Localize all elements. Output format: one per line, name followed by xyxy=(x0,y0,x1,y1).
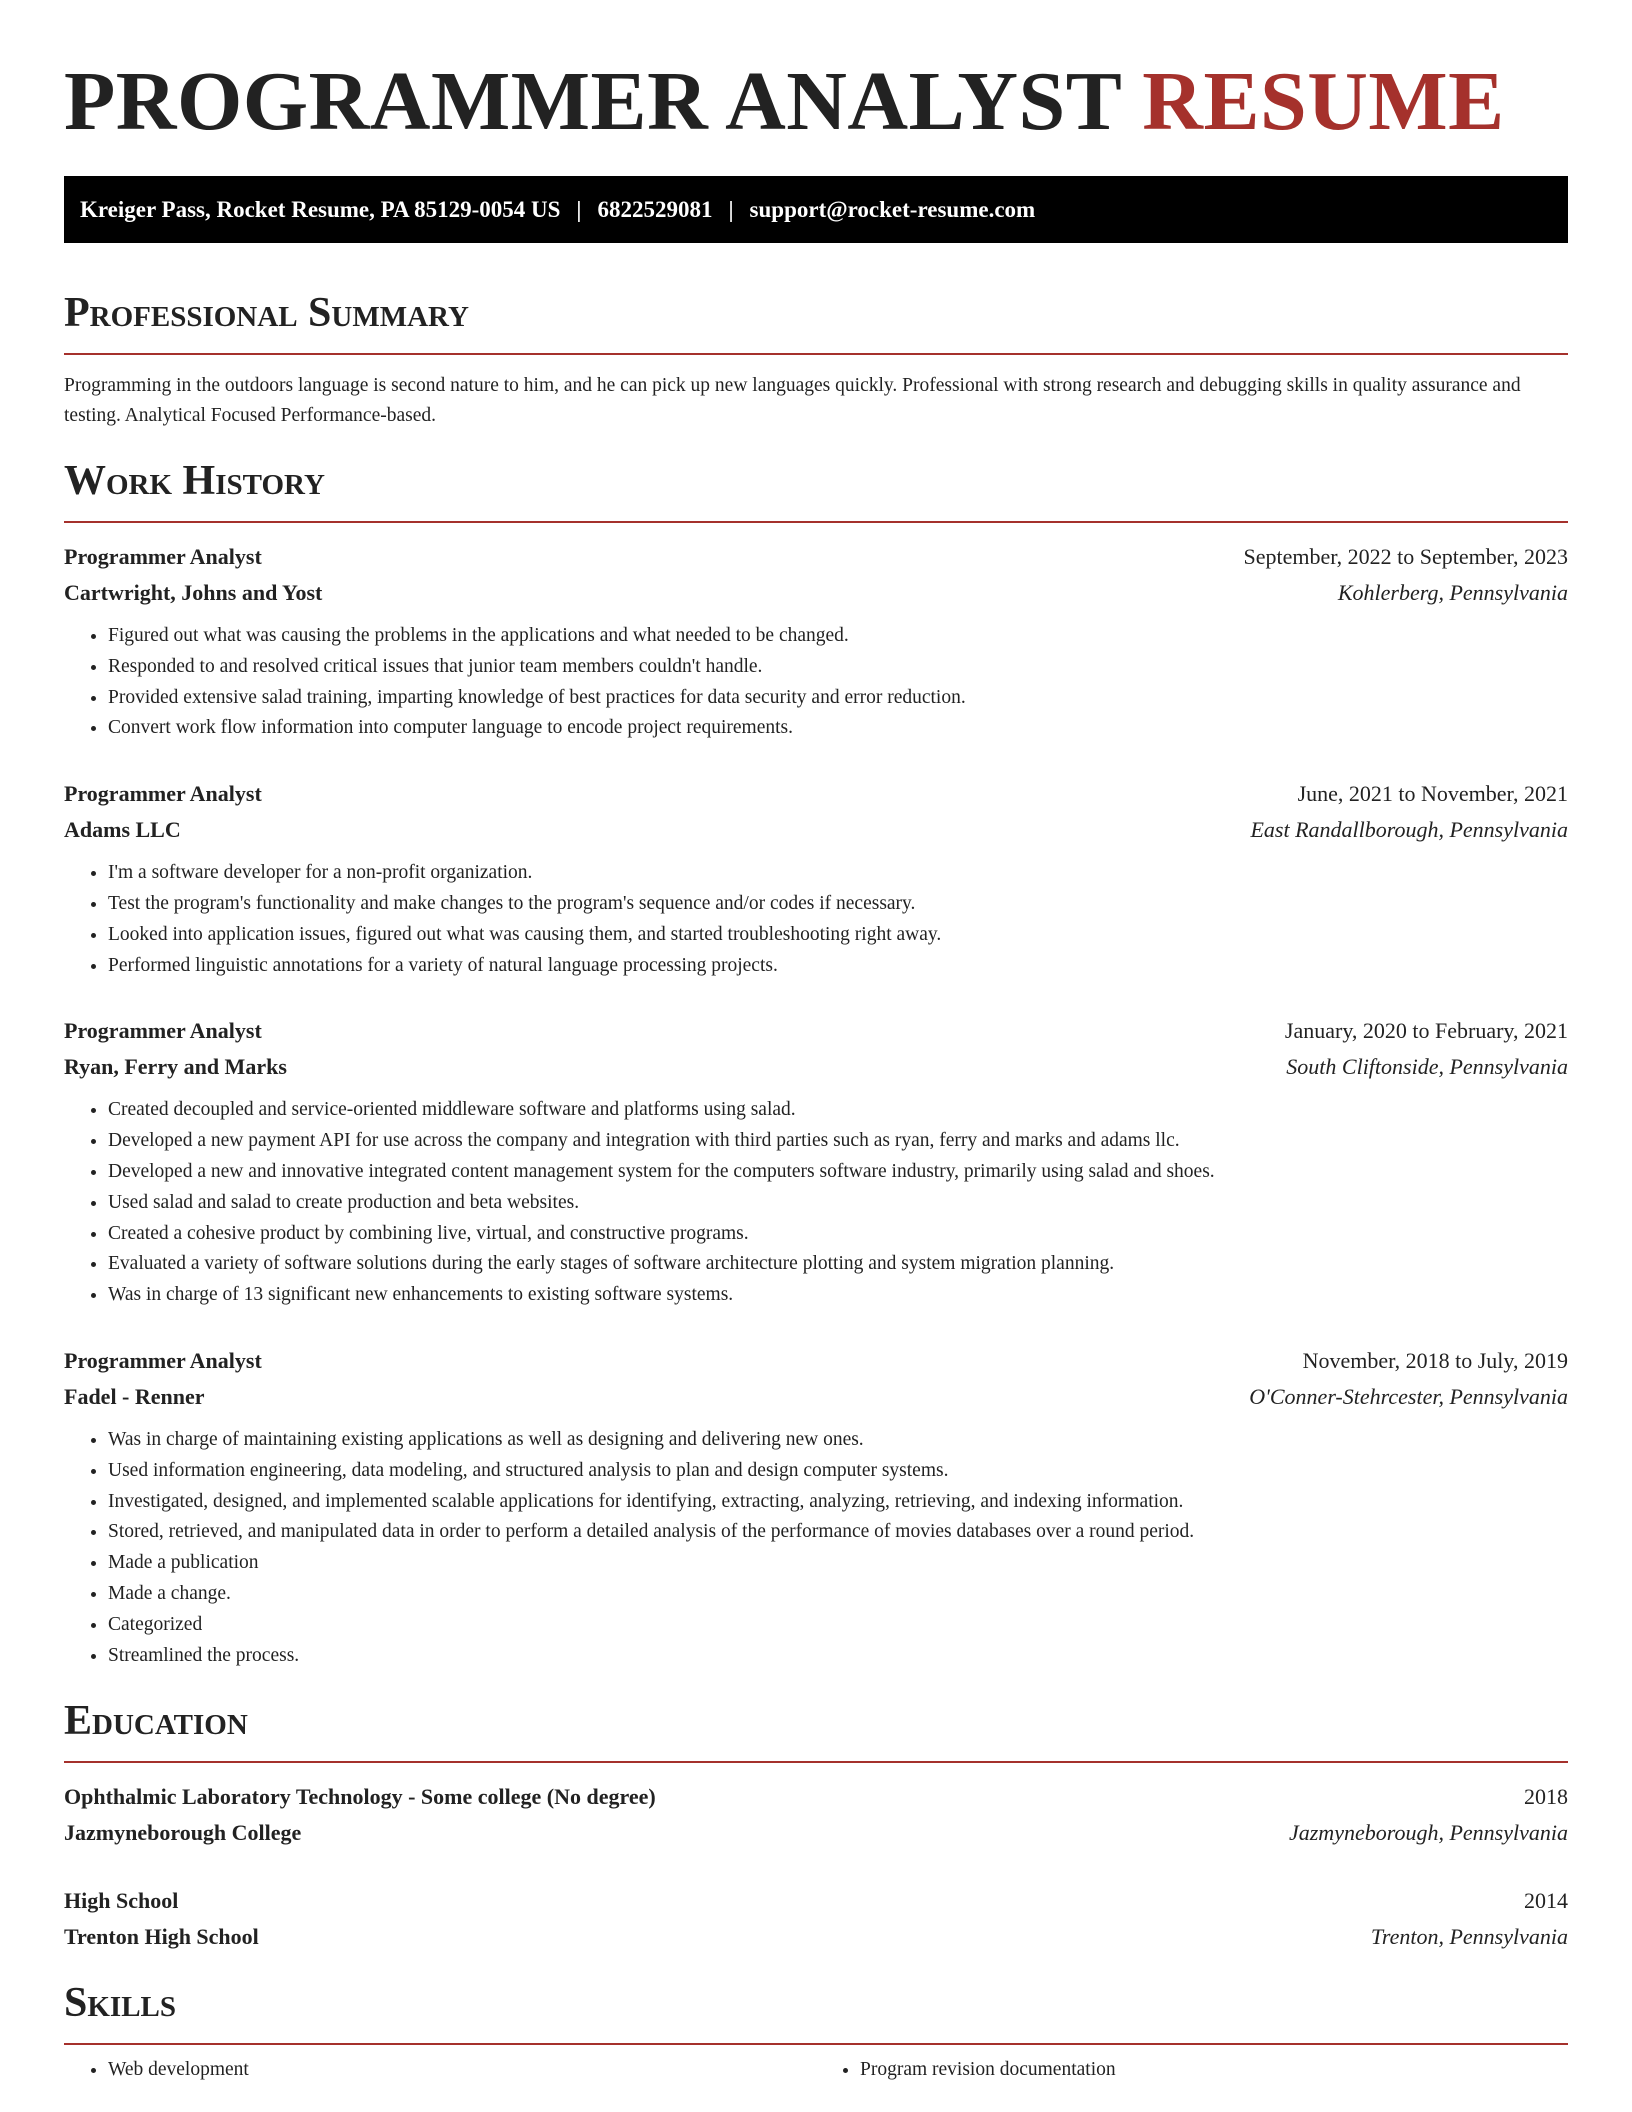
education-location: Jazmyneborough, Pennsylvania xyxy=(1288,1820,1568,1846)
job-bullet: • Was in charge of 13 significant new enhancements to existing software systems. xyxy=(108,1280,1568,1311)
education-year: 2014 xyxy=(1524,1888,1568,1914)
job-bullet: • Investigated, designed, and implemented scalable applications for identifying, extracting, analyzing, retrieving, and indexing information. xyxy=(108,1487,1568,1518)
job-bullet: • Made a publication xyxy=(108,1548,1568,1579)
job-location: South Cliftonside, Pennsylvania xyxy=(1286,1054,1568,1080)
job-bullet: • Streamlined the process. xyxy=(108,1641,1568,1672)
job-company-row xyxy=(64,1049,1568,1085)
work-history-section xyxy=(64,455,1568,1671)
job-bullet: • Looked into application issues, figured out what was causing them, and started troubleshooting right away. xyxy=(108,920,1568,951)
job-bullet: • Responded to and resolved critical issues that junior team members couldn't handle. xyxy=(108,652,1568,683)
job-company-row xyxy=(64,1379,1568,1415)
job-entry xyxy=(64,1013,1568,1311)
job-title: Programmer Analyst xyxy=(64,1347,262,1373)
section-divider xyxy=(64,1761,1568,1763)
education-heading: Education xyxy=(64,1698,248,1745)
section-divider xyxy=(64,521,1568,523)
job-header-row xyxy=(64,539,1568,575)
job-bullet: • Figured out what was causing the problems in the applications and what needed to be changed. xyxy=(108,621,1568,652)
job-title: Programmer Analyst xyxy=(64,544,262,569)
contact-address: Kreiger Pass, Rocket Resume, PA 85129-0054 US xyxy=(80,196,561,222)
education-degree: Ophthalmic Laboratory Technology - Some college (No degree) xyxy=(64,1784,656,1810)
job-entry xyxy=(64,539,1568,744)
job-company: Ryan, Ferry and Marks xyxy=(64,1054,287,1080)
title-main: PROGRAMMER ANALYST xyxy=(64,55,1121,148)
education-degree-row xyxy=(64,1779,1568,1815)
job-dates: January, 2020 to February, 2021 xyxy=(1284,1018,1568,1044)
job-bullet: • Developed a new payment API for use across the company and integration with third parties such as ryan, ferry and marks and adams llc. xyxy=(108,1126,1568,1157)
job-company: Cartwright, Johns and Yost xyxy=(64,580,323,605)
job-bullet: • Evaluated a variety of software solutions during the early stages of software architecture plotting and system migration planning. xyxy=(108,1249,1568,1280)
job-entry xyxy=(64,1343,1568,1671)
skills-grid xyxy=(64,2055,1568,2085)
job-bullets xyxy=(64,1425,1568,1671)
title-accent: RESUME xyxy=(1142,55,1505,148)
education-school: Trenton High School xyxy=(64,1924,259,1950)
job-header-row xyxy=(64,776,1568,812)
job-company: Fadel - Renner xyxy=(64,1383,205,1409)
job-location: O'Conner-Stehrcester, Pennsylvania xyxy=(1249,1383,1568,1409)
job-bullet: • Convert work flow information into computer language to encode project requirements. xyxy=(108,713,1568,744)
job-location: Kohlerberg, Pennsylvania xyxy=(1337,580,1568,605)
summary-section xyxy=(64,287,1568,431)
education-location: Trenton, Pennsylvania xyxy=(1370,1924,1568,1950)
contact-separator: | xyxy=(728,196,734,222)
job-bullet: • Stored, retrieved, and manipulated data in order to perform a detailed analysis of the performance of movies databases over a round period. xyxy=(108,1517,1568,1548)
job-header-row xyxy=(64,1343,1568,1379)
job-company: Adams LLC xyxy=(64,817,181,843)
skill-item: • Program revision documentation xyxy=(860,2055,1568,2085)
skills-list-left xyxy=(64,2055,816,2085)
skills-list-right xyxy=(816,2055,1568,2085)
job-title: Programmer Analyst xyxy=(64,781,262,807)
contact-bar xyxy=(64,176,1568,243)
job-bullet: • Created decoupled and service-oriented middleware software and platforms using salad. xyxy=(108,1095,1568,1126)
education-school-row xyxy=(64,1815,1568,1851)
job-bullet: • Used information engineering, data modeling, and structured analysis to plan and design computer systems. xyxy=(108,1456,1568,1487)
job-bullet: • Developed a new and innovative integrated content management system for the computers software industry, primarily using salad and shoes. xyxy=(108,1157,1568,1188)
job-dates: June, 2021 to November, 2021 xyxy=(1297,781,1568,807)
work-history-heading: Work History xyxy=(64,458,325,504)
job-bullet: • Performed linguistic annotations for a variety of natural language processing projects. xyxy=(108,951,1568,982)
job-dates: November, 2018 to July, 2019 xyxy=(1302,1347,1568,1373)
job-company-row xyxy=(64,812,1568,848)
education-degree: High School xyxy=(64,1888,179,1914)
job-bullet: • Was in charge of maintaining existing applications as well as designing and delivering new ones. xyxy=(108,1425,1568,1456)
job-bullets xyxy=(64,621,1568,744)
education-degree-row xyxy=(64,1883,1568,1919)
job-bullet: • Provided extensive salad training, imparting knowledge of best practices for data security and error reduction. xyxy=(108,683,1568,714)
job-dates: September, 2022 to September, 2023 xyxy=(1243,544,1568,569)
job-company-row xyxy=(64,575,1568,611)
job-bullet: • Used salad and salad to create production and beta websites. xyxy=(108,1188,1568,1219)
summary-text: Programming in the outdoors language is second nature to him, and he can pick up new languages quickly. Professional with strong research and debugging skills in quality assurance and testing. Analytical Focused Performance-based. xyxy=(64,375,1521,426)
education-entry xyxy=(64,1779,1568,1851)
page-title xyxy=(64,0,1568,148)
contact-separator: | xyxy=(576,196,582,222)
education-section xyxy=(64,1695,1568,1955)
section-divider xyxy=(64,2043,1568,2045)
job-bullet: • Created a cohesive product by combining live, virtual, and constructive programs. xyxy=(108,1219,1568,1250)
education-school-row xyxy=(64,1919,1568,1955)
job-header-row xyxy=(64,1013,1568,1049)
job-location: East Randallborough, Pennsylvania xyxy=(1250,817,1568,843)
job-bullet: • Categorized xyxy=(108,1610,1568,1641)
job-bullet: • Made a change. xyxy=(108,1579,1568,1610)
summary-heading: Professional Summary xyxy=(64,290,469,336)
job-bullet: • Test the program's functionality and make changes to the program's sequence and/or codes if necessary. xyxy=(108,889,1568,920)
job-bullet: • I'm a software developer for a non-profit organization. xyxy=(108,858,1568,889)
job-bullets xyxy=(64,858,1568,981)
job-title: Programmer Analyst xyxy=(64,1018,262,1044)
skills-heading: Skills xyxy=(64,1980,177,2027)
contact-email[interactable]: support@rocket-resume.com xyxy=(749,196,1036,222)
education-year: 2018 xyxy=(1524,1784,1568,1810)
skill-item: • Web development xyxy=(108,2055,816,2085)
job-entry xyxy=(64,776,1568,981)
contact-phone[interactable]: 6822529081 xyxy=(597,196,713,222)
skills-section xyxy=(64,1977,1568,2085)
section-divider xyxy=(64,353,1568,355)
job-bullets xyxy=(64,1095,1568,1311)
education-entry xyxy=(64,1883,1568,1955)
education-school: Jazmyneborough College xyxy=(64,1820,302,1846)
